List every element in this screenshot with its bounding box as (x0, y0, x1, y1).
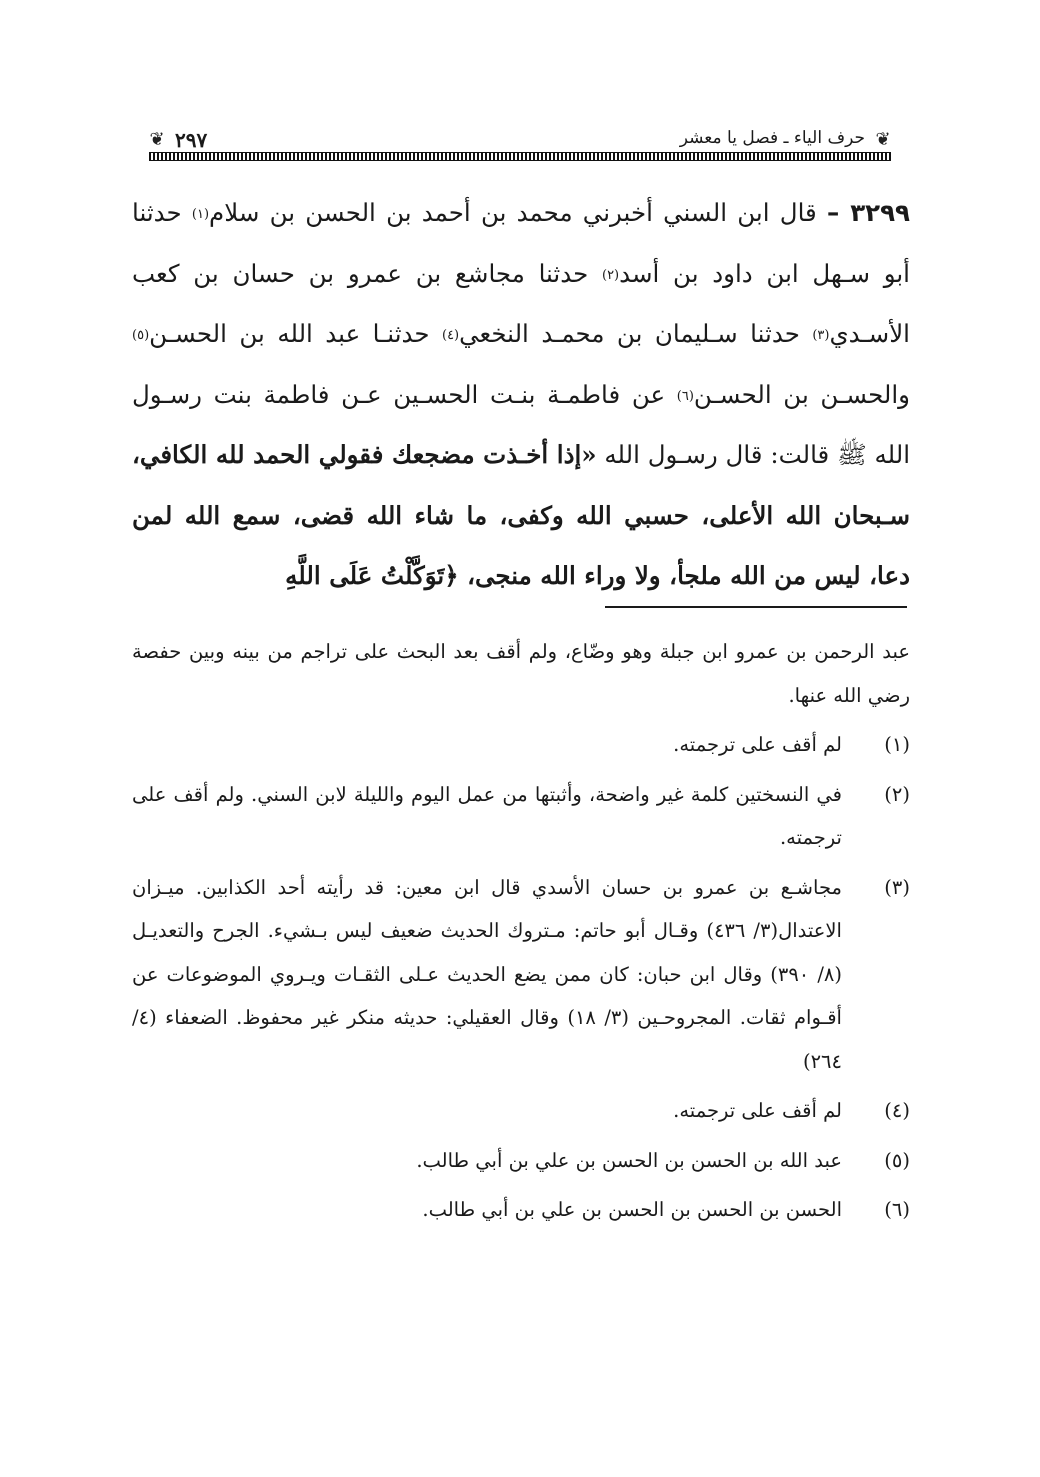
text-segment: والحسـن بن الحسـن (693, 379, 910, 409)
footnote-marker: (٤) (441, 328, 460, 343)
footnote-text: مجاشـع بن عمرو بن حسان الأسدي قال ابن معين: قد رأيته أحد الكذابين. ميـزان الاعتدال(٣/ ٤٣٦) وقـال أبو حاتم: مـتروك الحديث ضعيف ليس بـشيء. الجرح والتعديـل (٨/ ٣٩٠) وقال ابن حبان: كان ممن يضع الحديث عـلى الثقـات ويـروي الموضوعات عن أقـوام ثقات. المجروحـين (٣/ ١٨) وقال العقيلي: حديثه منكر غير محفوظ. الضعفاء (٤/ ٢٦٤) (132, 875, 842, 1073)
footnote (132, 866, 910, 1084)
footnote-number: (٤) (884, 1099, 910, 1122)
footnote-number: (٢) (884, 782, 910, 806)
footnote-separator (605, 606, 907, 608)
footnote-marker: (٢) (601, 267, 620, 283)
footnote-text: عبد الله بن الحسن بن الحسن بن علي بن أبي طالب. (416, 1148, 842, 1172)
ornament-right-icon: ❦ (875, 129, 891, 150)
header-title: حرف الياء ـ فصل يا معشر (679, 128, 865, 148)
text-segment: حدثنـا عبد الله بن الحسـن (149, 319, 442, 348)
main-text (132, 183, 910, 607)
footnote (132, 723, 910, 767)
footnote-marker: (١) (191, 207, 210, 222)
footnote-text: في النسختين كلمة غير واضحة، وأثبتها من عمل اليوم والليلة لابن السني. ولم أقف على ترجمته. (132, 782, 842, 849)
footnote-marker: (٦) (676, 388, 694, 404)
ornament-left-icon: ❦ (149, 129, 165, 150)
footnote-continuation: عبد الرحمن بن عمرو ابن جبلة وهو وضّاع، ولم أقف بعد البحث على تراجم من بينه وبين حفصة رضي الله عنها. (132, 640, 910, 707)
footnote-number: (٥) (884, 1148, 910, 1172)
text-segment: حدثنا أبو سـهل ابن داود بن أسد (132, 198, 910, 288)
hadith-text: «إذا أخـذت مضجعك فقولي الحمد لله الكافي، سـبحان الله الأعلى، حسبي الله وكفى، ما شاء الله قضى، سمع الله لمن دعا، ليس من الله ملجأ، ولا وراء الله منجى، ﴿تَوَكَّلْتُ عَلَى اللَّهِ (132, 440, 910, 590)
footnote-marker: (٣) (812, 328, 830, 343)
text-segment: عن فاطمـة بنـت الحسـين عـن فاطمة بنت رسـول الله ﷺ قالت: قال رسـول الله (132, 379, 910, 469)
footnote-number: (٣) (884, 875, 910, 899)
footnote (132, 1089, 910, 1133)
footnote-text: الحسن بن الحسن بن الحسن بن علي بن أبي طالب. (422, 1198, 842, 1221)
text-segment: قال ابن السني أخبرني محمد بن أحمد بن الحسن بن سلام (209, 198, 827, 227)
text-segment: حدثنا سـليمان بن محمـد النخعي (459, 319, 813, 348)
footnote-number: (١) (884, 733, 910, 756)
header-rule (149, 152, 891, 161)
hadith-number: ٣٢٩٩ – (826, 198, 911, 227)
text-segment: حدثنا مجاشع بن عمرو بن حسان بن كعب الأسـدي (132, 258, 910, 348)
footnotes (132, 630, 910, 1232)
footnote-marker: (٥) (132, 328, 150, 343)
page-header (135, 128, 905, 164)
footnote-text: لم أقف على ترجمته. (673, 733, 842, 756)
footnote (132, 1188, 910, 1232)
footnote-text: لم أقف على ترجمته. (673, 1099, 842, 1122)
page-number: ٢٩٧ (175, 128, 208, 152)
footnote (132, 773, 910, 860)
footnote-number: (٦) (884, 1198, 910, 1221)
footnote (132, 1139, 910, 1183)
